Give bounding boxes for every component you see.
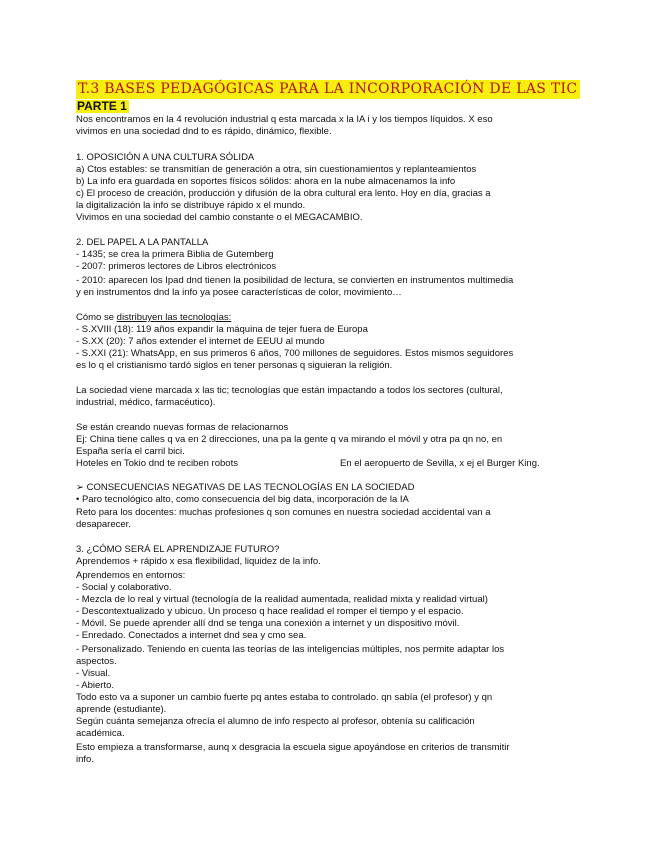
- text-line-content: - S.XVIII (18): 119 años expandir la máquina de tejer fuera de Europa: [76, 324, 368, 335]
- text-line-content: Esto empieza a transformarse, aunq x desgracia la escuela sigue apoyándose en criterios de transmitir: [76, 742, 510, 753]
- text-line-content: Ej: China tiene calles q va en 2 direcciones, una pa la gente q va mirando el móvil y otra pa qn no, en: [76, 434, 503, 445]
- text-line-content: Todo esto va a suponer un cambio fuerte pq antes estaba to controlado. qn sabía (el profesor) y qn: [76, 692, 493, 703]
- text-line: [76, 200, 305, 212]
- text-line-content: - Abierto.: [76, 680, 115, 691]
- text-line: [76, 507, 491, 519]
- text-line-content: 1. OPOSICIÓN A UNA CULTURA SÓLIDA: [76, 152, 255, 163]
- text-line-content: ➢ CONSECUENCIAS NEGATIVAS DE LAS TECNOLOGÍAS EN LA SOCIEDAD: [76, 482, 415, 493]
- text-line-content: Vivimos en una sociedad del cambio constante o el MEGACAMBIO.: [76, 212, 363, 223]
- text-line-content: Se están creando nuevas formas de relacionarnos: [76, 422, 289, 433]
- text-line-content: Cómo se: [76, 312, 117, 323]
- text-line-content: - 1435; se crea la primera Biblia de Gutemberg: [76, 249, 274, 260]
- text-line: [76, 249, 274, 261]
- text-line: [76, 152, 254, 164]
- text-line-content: • Paro tecnológico alto, como consecuencia del big data, incorporación de la IA: [76, 494, 409, 505]
- text-line: [76, 544, 279, 556]
- text-line: [76, 126, 332, 138]
- text-line: [76, 385, 503, 397]
- text-line-content: - Personalizado. Teniendo en cuenta las teorías de las inteligencias múltiples, nos permite adaptar los: [76, 644, 505, 655]
- text-line-content: Según cuánta semejanza ofrecía el alumno de info respecto al profesor, obtenía su calificación: [76, 716, 475, 727]
- text-line-content: Aprendemos en entornos:: [76, 570, 186, 581]
- text-line: [76, 287, 402, 299]
- text-line: [76, 582, 172, 594]
- text-line: [76, 275, 513, 287]
- text-line: [76, 556, 321, 568]
- text-line-content: - Mezcla de lo real y virtual (tecnología de la realidad aumentada, realidad mixta y realidad virtual): [76, 594, 488, 605]
- text-line: [76, 434, 502, 446]
- text-line-content: aprende (estudiante).: [76, 704, 167, 715]
- text-line: [76, 754, 94, 766]
- text-line: [76, 397, 215, 409]
- text-line: [76, 176, 455, 188]
- text-line: [76, 164, 476, 176]
- text-line: [76, 458, 540, 470]
- text-line: [76, 680, 114, 692]
- text-line-content: - Móvil. Se puede aprender allí dnd se tenga una conexión a internet y un dispositivo móvil.: [76, 618, 460, 629]
- text-line-content: y en instrumentos dnd la info ya posee características de color, movimiento…: [76, 287, 402, 298]
- text-line-content: - Descontextualizado y ubicuo. Un proceso q hace realidad el romper el tiempo y el espacio.: [76, 606, 464, 617]
- text-line-content: España sería el carril bici.: [76, 446, 185, 457]
- text-line: [76, 324, 368, 336]
- text-line-content: 3. ¿CÓMO SERÁ EL APRENDIZAJE FUTURO?: [76, 544, 280, 555]
- text-line: [76, 716, 475, 728]
- text-line-content: académica.: [76, 728, 125, 739]
- text-line-content: vivimos en una sociedad dnd to es rápido, dinámico, flexible.: [76, 126, 332, 137]
- text-line-content: industrial, médico, farmacéutico).: [76, 397, 216, 408]
- text-line: [76, 606, 464, 618]
- text-line-right: En el aeropuerto de Sevilla, x ej el Burger King.: [340, 458, 540, 469]
- text-line: [76, 348, 513, 360]
- text-line: [76, 446, 185, 458]
- document-title: T.3 BASES PEDAGÓGICAS PARA LA INCORPORACIÓN DE LAS TIC: [76, 80, 580, 99]
- text-line: [76, 594, 488, 606]
- text-line-content: Hoteles en Tokio dnd te reciben robots: [76, 458, 238, 469]
- text-line-content: Reto para los docentes: muchas profesiones q son comunes en nuestra sociedad accidental van a: [76, 507, 491, 518]
- text-line-content: - Enredado. Conectados a internet dnd sea y cmo sea.: [76, 630, 307, 641]
- text-line: [76, 618, 459, 630]
- text-line: [76, 261, 276, 273]
- text-line: [76, 570, 185, 582]
- text-line: [76, 360, 392, 372]
- text-line: [76, 336, 325, 348]
- text-line: [76, 422, 288, 434]
- text-line: [76, 728, 125, 740]
- text-line: [76, 630, 306, 642]
- text-line: [76, 519, 131, 531]
- text-line: [76, 704, 166, 716]
- text-line: [76, 482, 414, 494]
- text-line-content: Nos encontramos en la 4 revolución industrial q esta marcada x la IA i y los tiempos líquidos. X eso: [76, 114, 493, 125]
- text-line-content: La sociedad viene marcada x las tic; tecnologías que están impactando a todos los sectores (cultural,: [76, 385, 503, 396]
- text-line: [76, 742, 510, 754]
- text-line: [76, 188, 491, 200]
- text-line: [76, 212, 363, 224]
- text-line-content: b) La info era guardada en soportes físicos sólidos: ahora en la nube almacenamos la info: [76, 176, 456, 187]
- underlined-text: distribuyen las tecnologías:: [116, 312, 232, 323]
- text-line-content: - 2010: aparecen los Ipad dnd tienen la posibilidad de lectura, se convierten en instrumentos multimedia: [76, 275, 514, 286]
- part-heading: PARTE 1: [77, 99, 127, 113]
- text-line-content: - 2007: primeros lectores de Libros electrónicos: [76, 261, 277, 272]
- text-line: [76, 114, 493, 126]
- text-line-content: - Visual.: [76, 668, 111, 679]
- text-line-content: desaparecer.: [76, 519, 131, 530]
- text-line-content: 2. DEL PAPEL A LA PANTALLA: [76, 237, 209, 248]
- text-line-content: Aprendemos + rápido x esa flexibilidad, liquidez de la info.: [76, 556, 321, 567]
- text-line-content: a) Ctos estables: se transmitían de generación a otra, sin cuestionamientos y replanteamientos: [76, 164, 477, 175]
- text-line: [76, 494, 409, 506]
- text-line-content: - S.XXI (21): WhatsApp, en sus primeros 6 años, 700 millones de seguidores. Estos mismos seguidores: [76, 348, 514, 359]
- text-line: [76, 668, 110, 680]
- text-line-content: aspectos.: [76, 656, 117, 667]
- text-line: [76, 312, 231, 324]
- text-line-content: c) El proceso de creación, producción y difusión de la obra cultural era lento. Hoy en día, gracias a: [76, 188, 491, 199]
- text-line-content: info.: [76, 754, 94, 765]
- text-line-content: es lo q el cristianismo tardó siglos en tener personas q siguieran la religión.: [76, 360, 393, 371]
- text-line-content: - S.XX (20): 7 años extender el internet de EEUU al mundo: [76, 336, 325, 347]
- text-line: [76, 644, 504, 656]
- text-line-content: la digitalización la info se distribuye rápido x el mundo.: [76, 200, 306, 211]
- text-line-content: - Social y colaborativo.: [76, 582, 172, 593]
- text-line: [76, 237, 208, 249]
- text-line: [76, 692, 492, 704]
- text-line: [76, 656, 117, 668]
